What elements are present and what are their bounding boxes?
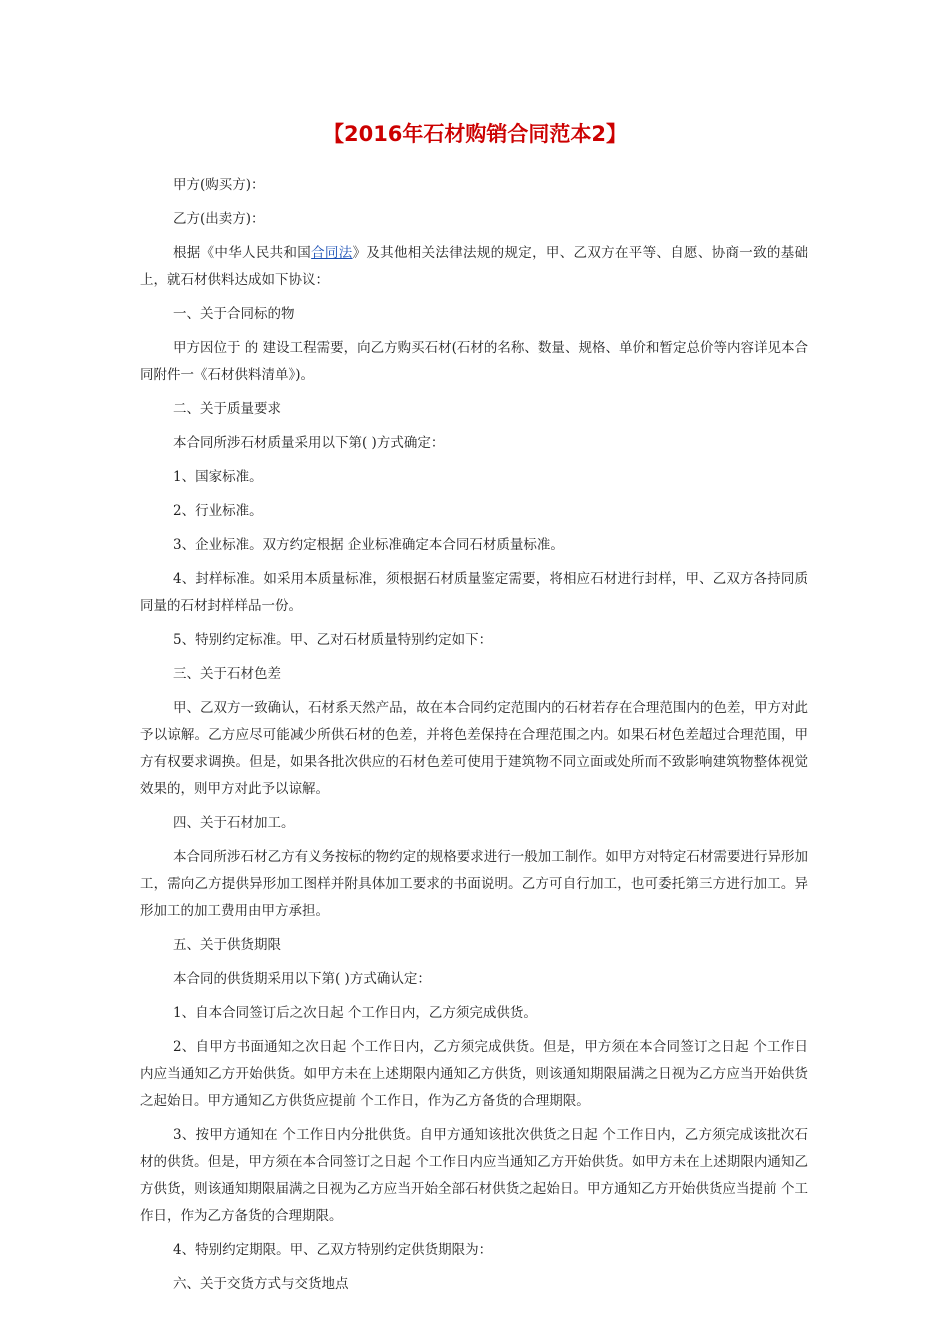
document-title: 【2016年石材购销合同范本2】 <box>322 122 628 146</box>
paragraph-sec4: 四、关于石材加工。 <box>173 815 295 831</box>
contract-law-link[interactable]: 合同法 <box>311 245 353 261</box>
paragraph-text: 根据《中华人民共和国 <box>173 245 312 261</box>
paragraph-sec5: 五、关于供货期限 <box>173 937 281 953</box>
paragraph-sec2-p1: 本合同所涉石材质量采用以下第( )方式确定： <box>173 435 445 451</box>
paragraph-sec4-p1: 本合同所涉石材乙方有义务按标的物约定的规格要求进行一般加工制作。如甲方对特定石材需要进行异形加工，需向乙方提供异形加工图样并附具体加工要求的书面说明。乙方可自行加工，也可委托第三方进行加工。异形加工的加工费用由甲方承担。 <box>140 849 808 919</box>
paragraph-sec1-p1: 甲方因位于 的 建设工程需要，向乙方购买石材(石材的名称、数量、规格、单价和暂定总价等内容详见本合同附件一《石材供料清单》)。 <box>140 340 808 383</box>
paragraph-sec3-p1: 甲、乙双方一致确认，石材系天然产品，故在本合同约定范围内的石材若存在合理范围内的色差，甲方对此予以谅解。乙方应尽可能减少所供石材的色差，并将色差保持在合理范围之内。如果石材色差超过合理范围，甲方有权要求调换。但是，如果各批次供应的石材色差可使用于建筑物不同立面或处所而不致影响建筑物整体视觉效果的，则甲方对此予以谅解。 <box>140 700 808 797</box>
paragraph-sec2-i1: 1、国家标准。 <box>173 469 263 485</box>
paragraph-text: 》及其他相关法律法规的规定，甲、乙双方在平等、自愿、协商一致的基础上，就石材供料达成如下协议： <box>140 245 809 288</box>
paragraph-sec2-i3: 3、企业标准。双方约定根据 企业标准确定本合同石材质量标准。 <box>173 537 564 553</box>
paragraph-sec1: 一、关于合同标的物 <box>173 306 295 322</box>
paragraph-sec2-i2: 2、行业标准。 <box>173 503 263 519</box>
paragraph-party-b: 乙方(出卖方)： <box>173 211 265 227</box>
paragraph-sec5-i1: 1、自本合同签订后之次日起 个工作日内，乙方须完成供货。 <box>173 1005 537 1021</box>
paragraph-sec5-i3: 3、按甲方通知在 个工作日内分批供货。自甲方通知该批次供货之日起 个工作日内，乙方须完成该批次石材的供货。但是，甲方须在本合同签订之日起 个工作日内应当通知乙方开始供货。如甲方未在上述期限内通知乙方供货，则该通知期限届满之日视为乙方应当开始全部石材供货之起始日。甲方通知乙方开始供货应当提前 个工作日，作为乙方备货的合理期限。 <box>140 1127 808 1224</box>
paragraph-sec2-i4: 4、封样标准。如采用本质量标准，须根据石材质量鉴定需要，将相应石材进行封样，甲、乙双方各持同质同量的石材封样样品一份。 <box>140 571 808 614</box>
paragraph-sec5-p1: 本合同的供货期采用以下第( )方式确认定： <box>173 971 431 987</box>
paragraph-sec2: 二、关于质量要求 <box>173 401 281 417</box>
paragraph-sec6: 六、关于交货方式与交货地点 <box>173 1276 349 1292</box>
paragraph-intro <box>140 240 808 294</box>
paragraph-party-a: 甲方(购买方)： <box>173 177 265 193</box>
paragraph-sec5-i2: 2、自甲方书面通知之次日起 个工作日内，乙方须完成供货。但是，甲方须在本合同签订之日起 个工作日内应当通知乙方开始供货。如甲方未在上述期限内通知乙方供货，则该通知期限届满之日视为乙方应当开始供货之起始日。甲方通知乙方供货应提前 个工作日，作为乙方备货的合理期限。 <box>140 1039 808 1109</box>
document-body <box>140 172 808 1305</box>
paragraph-sec5-i4: 4、特别约定期限。甲、乙双方特别约定供货期限为： <box>173 1242 493 1258</box>
paragraph-sec3: 三、关于石材色差 <box>173 666 281 682</box>
paragraph-sec2-i5: 5、特别约定标准。甲、乙对石材质量特别约定如下： <box>173 632 493 648</box>
